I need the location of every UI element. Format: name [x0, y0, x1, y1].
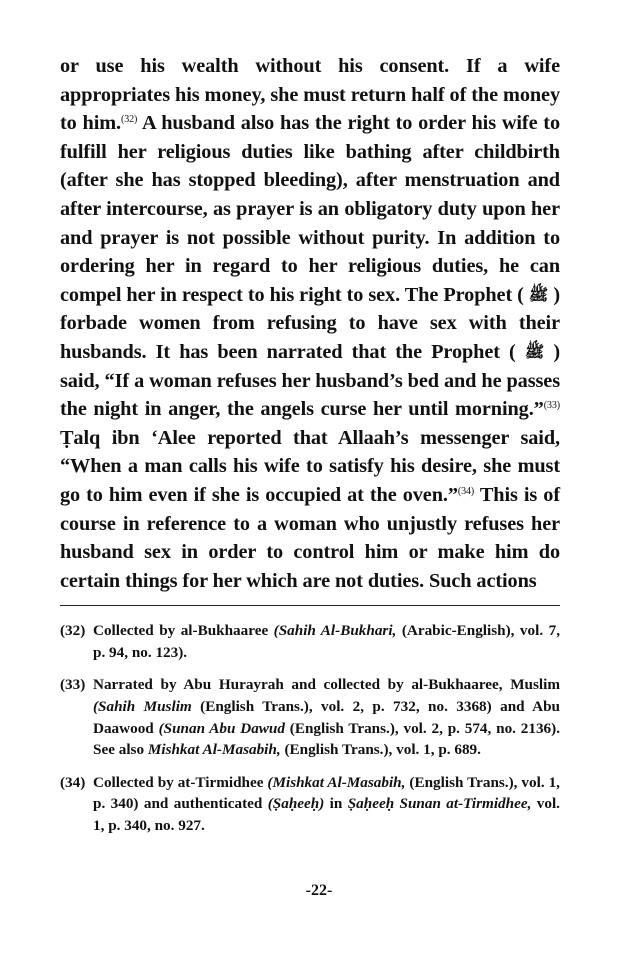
- body-text-segment: ) said, “If a woman refuses her husband’s bed and he passes the night in anger, the angels curse her until morning.”: [60, 340, 560, 421]
- body-text-segment: This is of course in reference to a woman who unjustly refuses her husband sex in order to control him or make him do certain things for her which are not duties. Such actions: [60, 483, 560, 592]
- footnote-ref-34[interactable]: (34): [457, 485, 475, 497]
- footnote-text: Narrated by Abu Hurayrah and collected by al-Bukhaaree, Muslim: [93, 676, 560, 694]
- footnote-ref-33[interactable]: (33): [543, 400, 560, 412]
- footnote-number: (34): [60, 773, 86, 791]
- footnote-number: (33): [60, 676, 86, 694]
- footnote-text: (English Trans.), vol. 2, p. 732, no. 3368) and Abu Daawood: [93, 698, 561, 737]
- footnote-italic-title: Ṣaḥeeḥ Sunan at-Tirmidhee,: [347, 795, 532, 813]
- footnote-text: Collected by al-Bukhaaree: [93, 622, 274, 640]
- footnote-italic-title: (Sahih Muslim: [93, 698, 192, 716]
- footnote-ref-32[interactable]: (32): [121, 114, 138, 126]
- footnote-number: (32): [60, 622, 86, 640]
- footnote-text: in: [324, 795, 348, 813]
- footnote-divider: [60, 605, 560, 606]
- footnote-text: (English Trans.), vol. 2, p. 574, no. 2136). See also: [93, 719, 561, 759]
- footnote-text: (Arabic-English), vol. 7, p. 94, no. 123).: [93, 622, 560, 661]
- footnote-32: [60, 620, 560, 663]
- body-text-segment: or use his wealth without his consent. If a wife appropriates his money, she must return half of the money to him.: [60, 55, 560, 135]
- body-text-segment: Ṭalq ibn ‘Alee reported that Allaah’s messenger said, “When a man calls his wife to satisfy his desire, she must go to him even if she is occupied at the oven.”: [60, 426, 560, 506]
- body-text-segment: ) forbade women from refusing to have sex with their husbands. It has been narrated that the Prophet (: [60, 283, 560, 363]
- page-content: [60, 52, 560, 848]
- footnotes-section: [60, 620, 560, 836]
- footnote-34: [60, 772, 560, 837]
- footnote-33: [60, 674, 560, 760]
- body-text-segment: A husband also has the right to order his wife to fulfill her religious duties like bathing after childbirth (after she has stopped bleeding), after menstruation and after intercourse, as prayer is an obligatory duty upon her and prayer is not possible without purity. In addition to ordering her in regard to her religious duties, he can compel her in respect to his right to sex. The Prophet (: [60, 112, 560, 306]
- footnote-italic-title: (Mishkat Al-Masabih,: [267, 773, 406, 791]
- body-paragraph: or use his wealth without his consent. If a wife appropriates his money, she must return half of the money to him.$^{(32)}$ A husband also has the right to order his wife to fulfill her religious duties like bathing after childbirth (after she has stopped bleeding), after menstruation and after intercourse, as prayer is an obligatory duty upon her and prayer is not possible without purity. In addition to ordering her in regard to her religious duties, he can compel her in respect to his right to sex. The Prophet ( ﷺ ) forbade women from refusing to have sex with their husbands. It has been narrated that the Prophet ( ﷺ ) said, “If a woman refuses her husband’s bed and he passes the night in anger, the angels curse her until morning.”$^{(33)}$ Ṭalq ibn ‘Alee reported that Allaah’s messenger said, “When a man calls his wife to satisfy his desire, she must go to him even if she is occupied at the oven.”$^{(34)}$ This is of course in reference to a woman who unjustly refuses her husband sex in order to control him or make him do certain things for her which are not duties. Such actions: [60, 55, 560, 592]
- page-number: -22-: [305, 882, 333, 899]
- footnote-text: Collected by at-Tirmidhee: [93, 773, 268, 791]
- footnote-text: vol. 1, p. 340, no. 927.: [93, 795, 560, 835]
- footnote-italic-title: (Ṣaḥeeḥ): [267, 795, 325, 813]
- footnote-text: (English Trans.), vol. 1, p. 689.: [280, 741, 481, 759]
- footnote-text: (English Trans.), vol. 1, p. 340) and authenticated: [93, 773, 560, 813]
- footnote-italic-title: (Sunan Abu Dawud: [158, 719, 285, 737]
- footnote-italic-title: Mishkat Al-Masabih,: [147, 741, 281, 759]
- footnote-italic-title: (Sahih Al-Bukhari,: [273, 622, 397, 640]
